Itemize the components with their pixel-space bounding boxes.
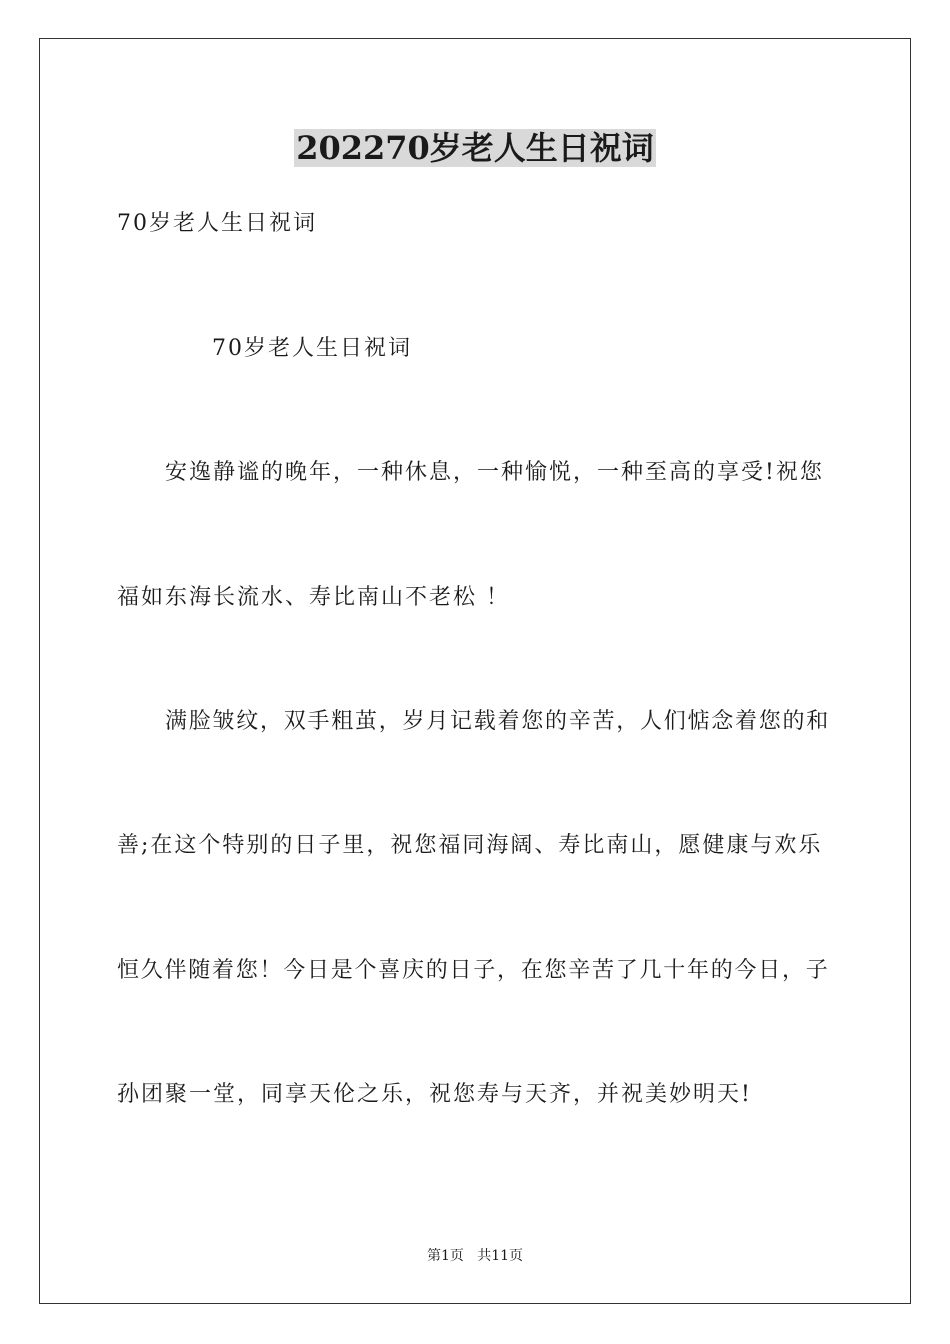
paragraph-2-line-1: 满脸皱纹，双手粗茧，岁月记载着您的辛苦，人们惦念着您的和 (165, 709, 831, 734)
page-indicator: 第1页 共11页 (426, 1248, 524, 1264)
paragraph-1-line-2: 福如东海长流水、寿比南山不老松 ！ (117, 585, 510, 610)
paragraph-1-line-1: 安逸静谧的晚年，一种休息，一种愉悦，一种至高的享受!祝您 (165, 460, 824, 485)
subtitle-line: 70岁老人生日祝词 (117, 211, 317, 236)
page-footer (0, 1247, 950, 1265)
document-title (0, 127, 950, 169)
paragraph-2-line-2: 善;在这个特别的日子里，祝您福同海阔、寿比南山，愿健康与欢乐 (117, 833, 823, 858)
document-title-text: 202270岁老人生日祝词 (296, 129, 654, 167)
paragraph-2-line-3: 恒久伴随着您！今日是个喜庆的日子，在您辛苦了几十年的今日，子 (117, 958, 830, 983)
indented-heading-line: 70岁老人生日祝词 (212, 336, 412, 361)
paragraph-2-line-4: 孙团聚一堂，同享天伦之乐，祝您寿与天齐，并祝美妙明天! (117, 1082, 752, 1107)
